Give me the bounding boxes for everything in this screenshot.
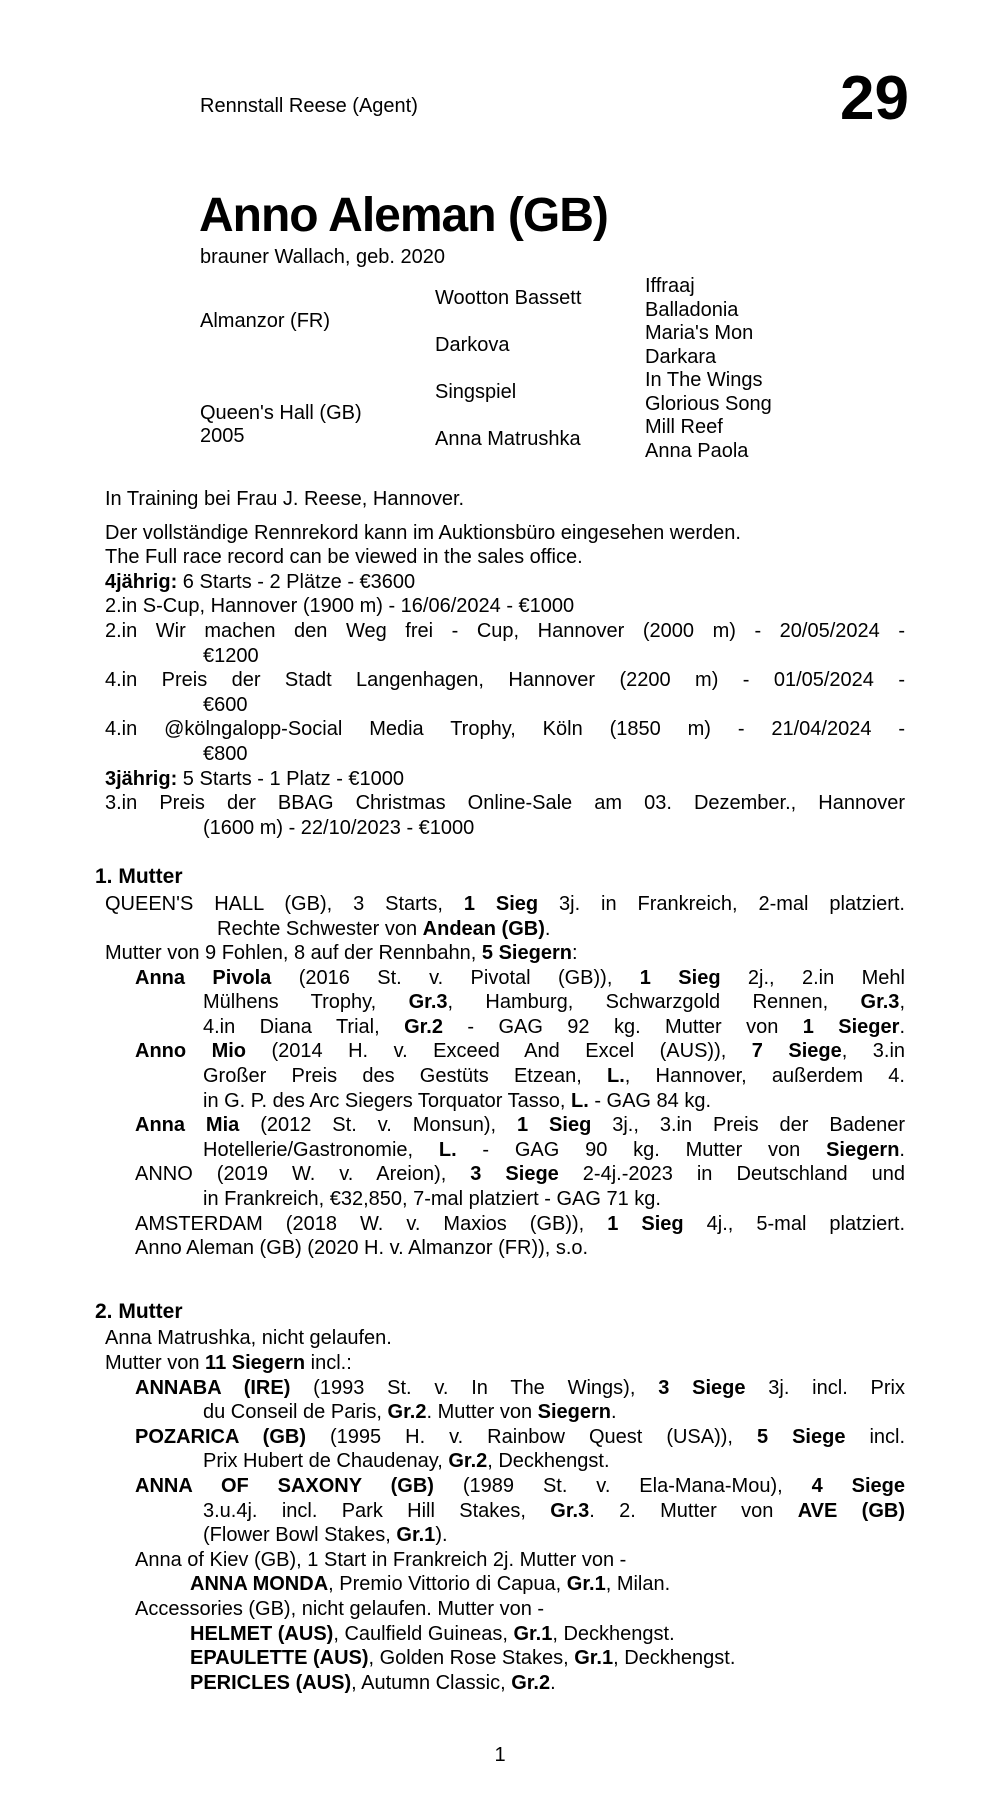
pedigree-dam-sire: Singspiel — [435, 380, 517, 403]
text: (2014 H. v. Exceed And Excel (AUS)), — [246, 1040, 752, 1063]
pedigree-text-line — [135, 1376, 905, 1401]
text: incl. — [845, 1425, 906, 1448]
pedigree-text-line — [203, 1015, 905, 1040]
pedigree-text-line — [135, 1548, 905, 1573]
bold-text: 1 Sieg — [517, 1114, 592, 1137]
pedigree-text-line — [217, 917, 905, 942]
text: in G. P. des Arc Siegers Torquator Tasso, — [203, 1089, 571, 1112]
training-note: In Training bei Frau J. Reese, Hannover. — [105, 488, 465, 510]
bold-text: L. — [438, 1138, 457, 1161]
pedigree-text-line — [135, 966, 905, 991]
text: - GAG 84 kg. — [588, 1089, 712, 1112]
text: Großer Preis des Gestüts Etzean, — [203, 1065, 607, 1088]
record-line — [105, 717, 905, 742]
pedigree-sire-name: Almanzor (FR) — [200, 310, 331, 333]
text: 4.in @kölngalopp-Social Media Trophy, Köln (1850 m) - 21/04/2024 - — [105, 718, 905, 741]
text: The Full race record can be viewed in the sales office. — [105, 546, 583, 569]
bold-text: Gr.2 — [511, 1671, 551, 1694]
pedigree-text-line — [203, 1187, 905, 1212]
text: 3j., 3.in Preis der Badener — [591, 1114, 905, 1137]
bold-text: POZARICA (GB) — [135, 1425, 307, 1448]
horse-name: Anno Aleman (GB) — [199, 189, 608, 242]
text: Accessories (GB), nicht gelaufen. Mutter von - — [135, 1597, 545, 1620]
bold-text: Gr.2 — [387, 1401, 427, 1424]
pedigree-text-line — [105, 1326, 905, 1351]
bold-text: Gr.1 — [513, 1622, 553, 1645]
pedigree-text-line — [203, 1089, 905, 1114]
text: 4.in Preis der Stadt Langenhagen, Hannover (2200 m) - 01/05/2024 - — [105, 669, 905, 692]
pedigree-text-line — [105, 1351, 905, 1376]
text: €800 — [203, 742, 248, 765]
text: €600 — [203, 693, 248, 716]
record-line — [105, 668, 905, 693]
bold-text: 5 Siege — [756, 1425, 846, 1448]
record-line — [203, 693, 905, 718]
text: AMSTERDAM (2018 W. v. Maxios (GB)), — [135, 1212, 608, 1235]
pedigree-gen3-3: Maria's Mon — [645, 322, 754, 344]
bold-text: 5 Siegern — [481, 942, 572, 965]
pedigree-text-line — [190, 1572, 905, 1597]
pedigree-text-line — [105, 941, 905, 966]
pedigree-table — [200, 275, 933, 463]
record-line — [203, 816, 905, 841]
text: - GAG 92 kg. Mutter von — [442, 1015, 803, 1038]
bold-text: ANNA OF SAXONY (GB) — [135, 1474, 434, 1497]
pedigree-text-line — [135, 1425, 905, 1450]
pedigree-text-line — [135, 1474, 905, 1499]
pedigree-gen3-7: Mill Reef — [645, 416, 723, 438]
pedigree-dam-dam: Anna Matrushka — [435, 427, 581, 450]
record-line — [105, 619, 905, 644]
bold-text: 1 Sieger — [802, 1015, 900, 1038]
pedigree-gen3-6: Glorious Song — [645, 392, 772, 415]
text: 2-4j.-2023 in Deutschland und — [558, 1163, 905, 1186]
text: (2012 St. v. Monsun), — [239, 1114, 517, 1137]
pedigree-sire-sire: Wootton Bassett — [435, 286, 582, 309]
text: , Autumn Classic, — [351, 1671, 512, 1694]
pedigree-text-line — [135, 1597, 905, 1622]
text: €1200 — [203, 644, 259, 667]
text: Anno Aleman (GB) (2020 H. v. Almanzor (FR)), s.o. — [135, 1237, 589, 1260]
text: 3j. in Frankreich, 2-mal platziert. — [538, 892, 905, 915]
text: , Hannover, außerdem 4. — [624, 1065, 905, 1088]
bold-text: Gr.3 — [860, 991, 900, 1014]
text: (Flower Bowl Stakes, — [203, 1524, 397, 1547]
section-heading-second-dam: 2. Mutter — [95, 1299, 183, 1323]
text: 2.in Wir machen den Weg frei - Cup, Hannover (2000 m) - 20/05/2024 - — [105, 619, 905, 642]
text: Mutter von — [105, 1352, 206, 1374]
first-dam-section — [95, 892, 905, 1261]
bold-text: AVE (GB) — [797, 1499, 905, 1522]
pedigree-text-line — [135, 1113, 905, 1138]
pedigree-text-line — [203, 1138, 905, 1163]
text: Anna Matrushka, nicht gelaufen. — [105, 1327, 392, 1350]
bold-text: Gr.1 — [574, 1647, 614, 1670]
race-record — [95, 521, 905, 841]
horse-details: brauner Wallach, geb. 2020 — [200, 246, 445, 268]
bold-text: ANNABA (IRE) — [135, 1376, 291, 1399]
text: 3.u.4j. incl. Park Hill Stakes, — [203, 1499, 551, 1522]
text: (1989 St. v. Ela-Mana-Mou), — [433, 1474, 812, 1497]
text: 3.in Preis der BBAG Christmas Online-Sale am 03. Dezember., Hannover — [105, 792, 905, 815]
record-line — [203, 742, 905, 767]
bold-text: 3jährig: — [105, 767, 178, 790]
bold-text: Gr.3 — [550, 1499, 590, 1522]
bold-text: Gr.3 — [408, 991, 448, 1014]
page-number: 1 — [494, 1744, 506, 1767]
text: (1993 St. v. In The Wings), — [290, 1376, 659, 1399]
text: , Deckhengst. — [613, 1647, 736, 1670]
pedigree-text-line — [190, 1646, 905, 1671]
text: QUEEN'S HALL (GB), 3 Starts, — [105, 892, 464, 915]
text: ). — [435, 1524, 448, 1547]
text: 6 Starts - 2 Plätze - €3600 — [177, 570, 416, 593]
text: , 3.in — [841, 1040, 906, 1063]
bold-text: 4 Siege — [811, 1474, 905, 1497]
pedigree-text-line — [203, 1499, 905, 1524]
text: (2016 St. v. Pivotal (GB)), — [271, 966, 640, 989]
text: 2.in S-Cup, Hannover (1900 m) - 16/06/2024 - €1000 — [105, 595, 575, 618]
text: Der vollständige Rennrekord kann im Auktionsbüro eingesehen werden. — [105, 521, 741, 544]
bold-text: PERICLES (AUS) — [190, 1671, 352, 1694]
pedigree-text-line — [203, 990, 905, 1015]
bold-text: Gr.2 — [404, 1015, 443, 1038]
record-line — [105, 791, 905, 816]
second-dam-section — [95, 1326, 905, 1695]
text: Prix Hubert de Chaudenay, — [203, 1450, 449, 1473]
text: : — [571, 942, 578, 965]
bold-text: HELMET (AUS) — [190, 1622, 334, 1645]
text: Mutter von 9 Fohlen, 8 auf der Rennbahn, — [105, 942, 482, 965]
text: Rechte Schwester von — [217, 917, 423, 940]
pedigree-text-line — [203, 1523, 905, 1548]
pedigree-dam-name: Queen's Hall (GB) — [200, 401, 362, 424]
text: Hotellerie/Gastronomie, — [203, 1138, 439, 1161]
lot-number: 29 — [840, 64, 909, 133]
text: 4.in Diana Trial, — [203, 1015, 405, 1038]
text: 4j., 5-mal platziert. — [683, 1212, 905, 1235]
text: , Milan. — [605, 1573, 671, 1596]
bold-text: EPAULETTE (AUS) — [190, 1647, 369, 1670]
pedigree-gen3-5: In The Wings — [645, 369, 763, 391]
text: 2j., 2.in Mehl — [720, 966, 905, 989]
bold-text: Anna Mia — [135, 1114, 240, 1137]
bold-text: Anno Mio — [135, 1040, 246, 1063]
pedigree-text-line — [135, 1236, 905, 1261]
text: , — [899, 991, 905, 1014]
bold-text: 11 Siegern — [205, 1352, 306, 1374]
pedigree-gen3-1: Iffraaj — [645, 275, 695, 297]
text: , Hamburg, Schwarzgold Rennen, — [447, 991, 861, 1014]
text: , Caulfield Guineas, — [333, 1622, 514, 1645]
bold-text: Gr.1 — [396, 1524, 436, 1547]
pedigree-text-line — [190, 1671, 905, 1696]
text: , Deckhengst. — [487, 1450, 610, 1473]
record-line — [105, 545, 905, 570]
text: incl.: — [305, 1352, 352, 1374]
pedigree-gen3-4: Darkara — [645, 345, 717, 368]
text: 3j. incl. Prix — [745, 1376, 905, 1399]
text: ANNO (2019 W. v. Areion), — [135, 1163, 471, 1186]
bold-text: L. — [570, 1089, 589, 1112]
bold-text: 1 Sieg — [463, 892, 539, 915]
bold-text: Siegern — [826, 1138, 900, 1161]
pedigree-text-line — [135, 1039, 905, 1064]
bold-text: 3 Siege — [658, 1376, 746, 1399]
bold-text: ANNA MONDA — [190, 1573, 329, 1596]
text: Anna of Kiev (GB), 1 Start in Frankreich 2j. Mutter von - — [135, 1548, 627, 1571]
pedigree-gen3-2: Balladonia — [645, 298, 739, 321]
pedigree-text-line — [203, 1449, 905, 1474]
text: (1995 H. v. Rainbow Quest (USA)), — [306, 1425, 757, 1448]
bold-text: 7 Siege — [751, 1040, 842, 1063]
text: in Frankreich, €32,850, 7-mal platziert - GAG 71 kg. — [203, 1188, 661, 1211]
text: . Mutter von — [426, 1401, 538, 1424]
consignor-name: Rennstall Reese (Agent) — [200, 95, 418, 117]
catalog-text — [0, 487, 993, 1768]
bold-text: Gr.2 — [448, 1450, 488, 1473]
record-line — [105, 767, 905, 792]
record-line — [105, 521, 905, 546]
pedigree-text-line — [203, 1400, 905, 1425]
text: (1600 m) - 22/10/2023 - €1000 — [203, 816, 475, 839]
section-heading-first-dam: 1. Mutter — [95, 865, 183, 889]
pedigree-sire-dam: Darkova — [435, 333, 510, 356]
text: . — [899, 1138, 905, 1161]
text: . — [899, 1015, 905, 1038]
bold-text: 4jährig: — [105, 570, 178, 593]
text: - GAG 90 kg. Mutter von — [456, 1138, 827, 1161]
pedigree-text-line — [203, 1064, 905, 1089]
pedigree-text-line — [105, 892, 905, 917]
pedigree-dam — [200, 369, 435, 463]
pedigree-text-line — [190, 1622, 905, 1647]
bold-text: Andean (GB) — [422, 917, 545, 940]
bold-text: 1 Sieg — [607, 1212, 684, 1235]
text: , Deckhengst. — [552, 1622, 675, 1645]
bold-text: 3 Siege — [470, 1163, 559, 1186]
text: . — [610, 1401, 617, 1424]
bold-text: Gr.1 — [566, 1573, 606, 1596]
text: , Premio Vittorio di Capua, — [328, 1573, 567, 1596]
bold-text: 1 Sieg — [639, 966, 721, 989]
pedigree-gen3-8: Anna Paola — [645, 439, 749, 462]
pedigree-dam-year: 2005 — [200, 425, 245, 447]
text: du Conseil de Paris, — [203, 1401, 388, 1424]
text: . — [544, 917, 551, 940]
pedigree-text-line — [135, 1212, 905, 1237]
pedigree-text-line — [135, 1162, 905, 1187]
bold-text: Anna Pivola — [135, 966, 272, 989]
record-line — [105, 594, 905, 619]
record-line — [105, 570, 905, 595]
record-line — [203, 644, 905, 669]
text: Mülhens Trophy, — [203, 991, 409, 1014]
text: . — [550, 1671, 556, 1694]
text: 5 Starts - 1 Platz - €1000 — [177, 767, 405, 790]
text: , Golden Rose Stakes, — [368, 1647, 575, 1670]
bold-text: L. — [606, 1065, 625, 1088]
pedigree-sire — [200, 275, 435, 369]
text: . 2. Mutter von — [589, 1499, 798, 1522]
bold-text: Siegern — [537, 1401, 611, 1424]
